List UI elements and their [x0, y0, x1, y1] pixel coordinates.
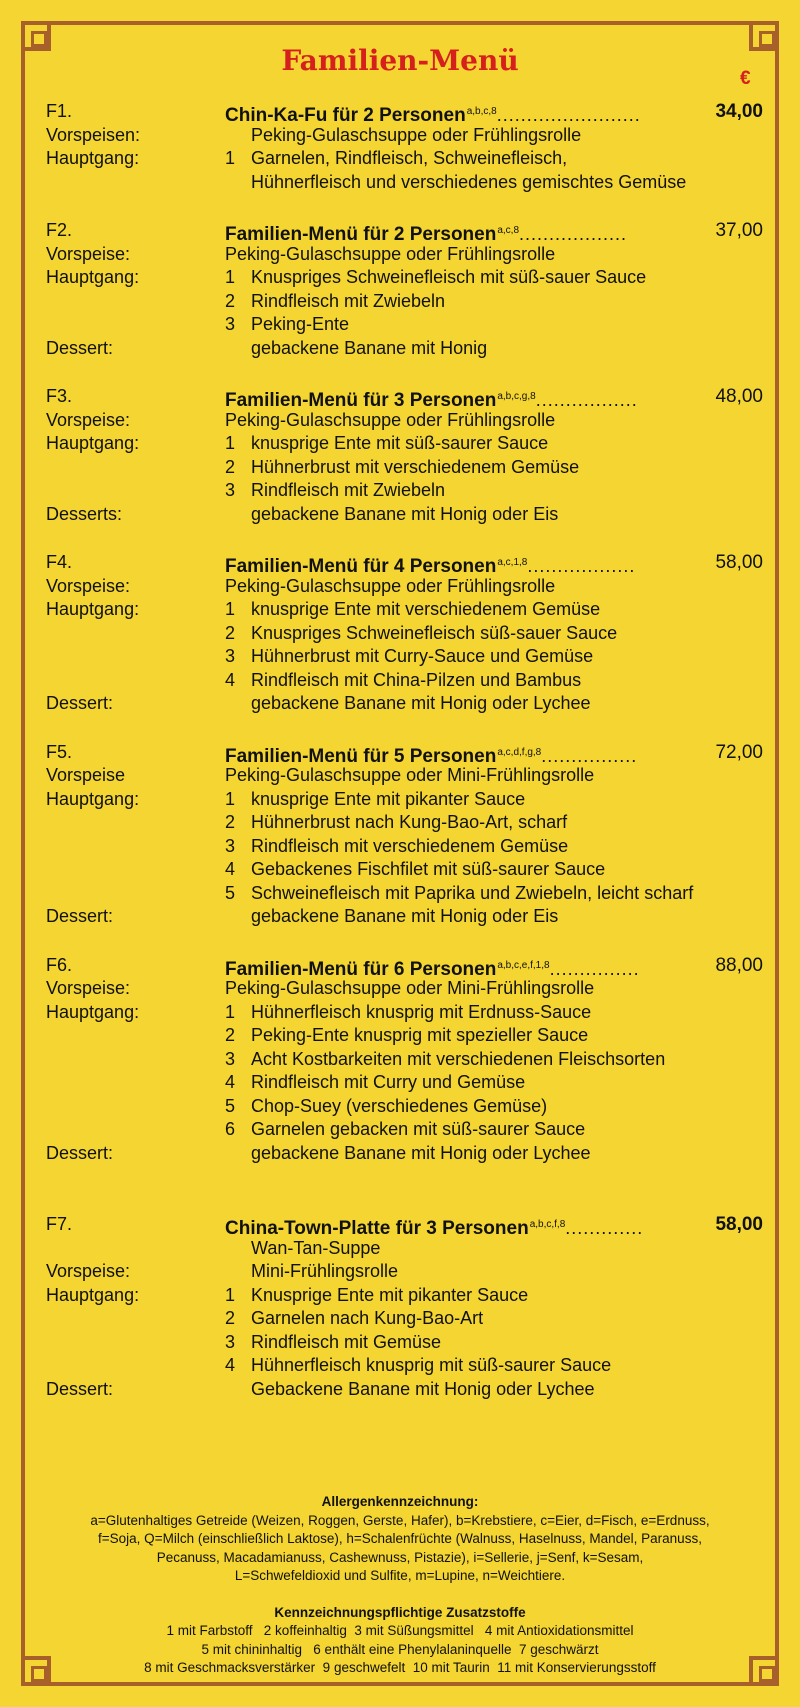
dish-line [225, 1378, 800, 1402]
course-label: Desserts: [46, 503, 123, 524]
course-label: Dessert: [46, 1378, 114, 1399]
dish-number: 4 [225, 1072, 236, 1092]
course-label [0, 882, 225, 906]
menu-code: F6. [46, 954, 73, 975]
dish-number: 1 [225, 1284, 236, 1305]
menu-line [0, 1048, 800, 1072]
course-label: Vorspeisen: [46, 124, 141, 145]
dish-line [225, 456, 800, 480]
course-label: Vorspeise: [46, 1261, 131, 1281]
allergen-heading: Allergenkennzeichnung: [321, 1494, 479, 1509]
dish-line [225, 432, 800, 456]
menu-name: China-Town-Platte für 3 Personen [225, 1218, 529, 1239]
course-label [0, 811, 225, 835]
menu-line [0, 1237, 800, 1261]
footer-notes [0, 1493, 800, 1678]
dish-text: knusprige Ente mit pikanter Sauce [251, 788, 526, 809]
dish-number: 1 [225, 433, 236, 453]
leader-dots: ............. [565, 1218, 644, 1238]
leader-dots: ................. [535, 390, 638, 410]
spacer [0, 1586, 800, 1604]
leader-dots: ............... [549, 958, 640, 979]
dish-number: 5 [225, 882, 236, 903]
course-label [0, 171, 225, 195]
additives-line: 1 mit Farbstoff 2 koffeinhaltig 3 mit Süßungsmittel 4 mit Antioxidationsmittel [166, 1623, 634, 1638]
dish-number: 1 [225, 599, 236, 619]
dish-text: Rindfleisch mit verschiedenem Gemüse [251, 835, 569, 856]
dish-text: Garnelen gebacken mit süß-saurer Sauce [251, 1119, 586, 1139]
dish-line [225, 124, 800, 148]
course-label [0, 1331, 225, 1355]
dish-number: 4 [225, 669, 236, 690]
dish-line [225, 598, 800, 622]
dish-line [225, 1095, 800, 1119]
course-label [0, 645, 225, 669]
dish-line [225, 811, 800, 835]
menu-line [0, 171, 800, 195]
menu-line [0, 1378, 800, 1402]
menu-block [0, 219, 800, 360]
menu-line [0, 811, 800, 835]
dish-text: Wan-Tan-Suppe [251, 1237, 381, 1258]
dish-line [225, 479, 800, 503]
menu-line [0, 1260, 800, 1284]
menu-line [0, 503, 800, 527]
dish-line [225, 1284, 800, 1308]
dish-number: 1 [225, 148, 236, 168]
menu-price: 34,00 [715, 101, 763, 122]
menu-price: 48,00 [715, 386, 763, 407]
dish-number: 3 [225, 314, 236, 334]
menu-block [0, 741, 800, 929]
menu-line [0, 1307, 800, 1331]
course-label [0, 1024, 225, 1048]
menu-block [0, 100, 800, 194]
menu-code: F5. [46, 741, 73, 762]
dish-number: 1 [225, 1001, 236, 1022]
course-label [0, 835, 225, 859]
allergen-line: Pecanuss, Macadamianuss, Cashewnuss, Pistazie), i=Sellerie, j=Senf, k=Sesam, [156, 1549, 644, 1565]
menu-line [0, 764, 800, 788]
menu-header [0, 100, 800, 124]
dish-text: Hühnerfleisch knusprig mit süß-saurer Sauce [251, 1355, 612, 1375]
course-label: Dessert: [46, 1142, 114, 1163]
menu-header [0, 385, 800, 409]
menu-name: Familien-Menü für 5 Personen [225, 745, 497, 767]
menu-header [0, 551, 800, 575]
dish-line [225, 337, 800, 361]
menu-title-line [225, 385, 800, 409]
dish-text: Gebackenes Fischfilet mit süß-saurer Sauce [251, 859, 606, 879]
allergen-codes: a,c,1,8 [497, 557, 528, 568]
dish-text: gebackene Banane mit Honig [251, 337, 488, 358]
course-label [0, 1048, 225, 1072]
dish-text: Peking-Ente [251, 314, 350, 334]
menu-code: F4. [46, 552, 73, 572]
menu-line [0, 669, 800, 693]
dish-line [225, 1331, 800, 1355]
dish-text: Peking-Gulaschsuppe oder Frühlingsrolle [251, 124, 582, 145]
dish-number: 4 [225, 859, 236, 879]
dish-line [225, 171, 800, 195]
menu-line [0, 409, 800, 433]
menu-line [0, 266, 800, 290]
menu-title-line [225, 551, 800, 575]
dish-text: Peking-Gulaschsuppe oder Mini-Frühlingsrolle [225, 978, 595, 998]
course-label [0, 290, 225, 314]
menu-price: 58,00 [715, 552, 763, 573]
menu-title-line [225, 100, 800, 124]
allergen-codes: a,b,c,8 [466, 106, 497, 117]
menu-line [0, 788, 800, 812]
dish-text: Garnelen, Rindfleisch, Schweinefleisch, [251, 148, 568, 168]
dish-number: 2 [225, 456, 236, 477]
dish-line [225, 503, 800, 527]
menu-header [0, 954, 800, 978]
menu-line [0, 1284, 800, 1308]
dish-number: 2 [225, 622, 236, 643]
course-label [0, 622, 225, 646]
menu-header [0, 741, 800, 765]
course-label: Vorspeise: [46, 978, 131, 998]
allergen-codes: a,c,d,f,g,8 [497, 746, 542, 758]
menu-line [0, 1095, 800, 1119]
menu-line [0, 835, 800, 859]
menu-name: Chin-Ka-Fu für 2 Personen [225, 105, 466, 126]
menu-line [0, 1354, 800, 1378]
menu-line [0, 290, 800, 314]
menu-block [0, 954, 800, 1166]
menu-name: Familien-Menü für 6 Personen [225, 958, 497, 980]
course-label [0, 858, 225, 882]
dish-line [225, 1001, 800, 1025]
dish-text: knusprige Ente mit süß-saurer Sauce [251, 433, 549, 453]
menu-line [0, 456, 800, 480]
dish-text: Knusprige Ente mit pikanter Sauce [251, 1284, 529, 1305]
course-label [0, 1071, 225, 1095]
dish-text: Peking-Gulaschsuppe oder Frühlingsrolle [225, 409, 556, 430]
menu-line [0, 1071, 800, 1095]
menu-line [0, 598, 800, 622]
dish-line [225, 290, 800, 314]
menu-title-line [225, 1213, 800, 1237]
dish-text: Schweinefleisch mit Paprika und Zwiebeln, leicht scharf [251, 882, 694, 903]
dish-number: 2 [225, 1025, 236, 1045]
menu-name: Familien-Menü für 3 Personen [225, 390, 497, 411]
leader-dots: .................. [527, 556, 636, 576]
dish-line [225, 1307, 800, 1331]
dish-line [225, 1237, 800, 1261]
dish-text: gebackene Banane mit Honig oder Eis [251, 503, 559, 524]
dish-text: Peking-Gulaschsuppe oder Frühlingsrolle [225, 575, 556, 596]
course-label [0, 313, 225, 337]
dish-text: Hühnerfleisch und verschiedenes gemischtes Gemüse [251, 171, 687, 192]
course-label: Dessert: [46, 693, 114, 713]
dish-number: 2 [225, 812, 236, 832]
dish-line [225, 1024, 800, 1048]
dish-text: gebackene Banane mit Honig oder Eis [251, 906, 559, 926]
dish-line [225, 669, 800, 693]
course-label: Vorspeise [46, 765, 126, 785]
dish-line [225, 788, 800, 812]
menu-header [0, 1213, 800, 1237]
course-label: Hauptgang: [46, 788, 140, 809]
menu-line [0, 432, 800, 456]
dish-line [225, 764, 800, 788]
menu-list [0, 100, 800, 1426]
menu-line [0, 124, 800, 148]
additives-heading: Kennzeichnungspflichtige Zusatzstoffe [274, 1604, 526, 1620]
dish-text: Peking-Gulaschsuppe oder Frühlingsrolle [225, 243, 556, 264]
course-label: Dessert: [46, 337, 114, 358]
course-label [0, 669, 225, 693]
menu-header [0, 219, 800, 243]
menu-code: F1. [46, 101, 73, 121]
dish-text: Hühnerbrust mit Curry-Sauce und Gemüse [251, 646, 594, 666]
dish-text: Knuspriges Schweinefleisch süß-sauer Sauce [251, 622, 618, 643]
course-label [0, 1354, 225, 1378]
course-label [0, 1095, 225, 1119]
allergen-line: f=Soja, Q=Milch (einschließlich Laktose), h=Schalenfrüchte (Walnuss, Haselnuss, Mandel, Paranuss, [98, 1531, 702, 1546]
dish-text: gebackene Banane mit Honig oder Lychee [251, 693, 591, 713]
course-label: Hauptgang: [46, 267, 140, 287]
dish-text: Hühnerbrust nach Kung-Bao-Art, scharf [251, 812, 568, 832]
dish-line [225, 266, 800, 290]
dish-line [225, 409, 800, 433]
course-label [0, 1237, 225, 1261]
leader-dots: ........................ [496, 105, 641, 125]
menu-line [0, 313, 800, 337]
dish-text: gebackene Banane mit Honig oder Lychee [251, 1142, 591, 1163]
menu-title-line [225, 219, 800, 243]
dish-number: 1 [225, 267, 236, 287]
menu-name: Familien-Menü für 4 Personen [225, 556, 497, 577]
dish-number: 3 [225, 835, 236, 856]
dish-line [225, 622, 800, 646]
additives-line: 8 mit Geschmacksverstärker 9 geschwefelt 10 mit Taurin 11 mit Konservierungsstoff [144, 1660, 656, 1675]
leader-dots: ................ [541, 745, 638, 766]
menu-line [0, 905, 800, 929]
dish-line [225, 1071, 800, 1095]
leader-dots: .................. [519, 224, 628, 244]
dish-text: Peking-Ente knusprig mit spezieller Sauce [251, 1025, 589, 1045]
course-label: Hauptgang: [46, 148, 140, 168]
dish-text: Chop-Suey (verschiedenes Gemüse) [251, 1095, 548, 1116]
dish-line [225, 1048, 800, 1072]
dish-number: 3 [225, 480, 236, 500]
dish-text: Garnelen nach Kung-Bao-Art [251, 1308, 484, 1328]
dish-text: Rindfleisch mit China-Pilzen und Bambus [251, 669, 582, 690]
menu-line [0, 575, 800, 599]
menu-line [0, 858, 800, 882]
dish-line [225, 313, 800, 337]
menu-line [0, 977, 800, 1001]
menu-line [0, 1331, 800, 1355]
dish-text: Mini-Frühlingsrolle [251, 1261, 399, 1281]
course-label: Dessert: [46, 906, 114, 926]
menu-block [0, 551, 800, 716]
menu-line [0, 147, 800, 171]
menu-line [0, 479, 800, 503]
dish-text: Rindfleisch mit Zwiebeln [251, 480, 446, 500]
dish-text: Peking-Gulaschsuppe oder Mini-Frühlingsrolle [225, 765, 595, 785]
dish-line [225, 1260, 800, 1284]
dish-text: Acht Kostbarkeiten mit verschiedenen Fleischsorten [251, 1048, 666, 1069]
menu-line [0, 645, 800, 669]
menu-code: F7. [46, 1214, 73, 1234]
menu-name: Familien-Menü für 2 Personen [225, 224, 497, 245]
course-label [0, 1307, 225, 1331]
dish-number: 1 [225, 788, 236, 809]
allergen-codes: a,b,c,e,f,1,8 [497, 959, 550, 971]
dish-text: Rindfleisch mit Zwiebeln [251, 290, 446, 311]
course-label [0, 479, 225, 503]
menu-block [0, 1213, 800, 1401]
menu-line [0, 1118, 800, 1142]
menu-price: 88,00 [715, 954, 763, 976]
course-label [0, 456, 225, 480]
dish-text: Hühnerfleisch knusprig mit Erdnuss-Sauce [251, 1001, 592, 1022]
dish-text: Gebackene Banane mit Honig oder Lychee [251, 1378, 595, 1399]
course-label: Hauptgang: [46, 1284, 140, 1305]
dish-text: Knuspriges Schweinefleisch mit süß-sauer Sauce [251, 267, 647, 287]
currency-symbol: € [740, 68, 751, 89]
allergen-codes: a,b,c,f,8 [529, 1219, 566, 1230]
course-label: Vorspeise: [46, 243, 131, 264]
dish-line [225, 243, 800, 267]
menu-line [0, 243, 800, 267]
dish-text: knusprige Ente mit verschiedenem Gemüse [251, 599, 601, 619]
dish-line [225, 147, 800, 171]
dish-line [225, 858, 800, 882]
course-label: Hauptgang: [46, 599, 140, 619]
menu-title-line [225, 954, 800, 978]
course-label [0, 1118, 225, 1142]
dish-line [225, 882, 800, 906]
dish-line [225, 977, 800, 1001]
menu-price: 37,00 [715, 220, 763, 241]
menu-line [0, 692, 800, 716]
menu-code: F2. [46, 220, 73, 240]
dish-line [225, 905, 800, 929]
menu-code: F3. [46, 386, 73, 406]
dish-line [225, 835, 800, 859]
course-label: Hauptgang: [46, 433, 140, 453]
dish-number: 2 [225, 290, 236, 311]
dish-number: 3 [225, 1048, 236, 1069]
dish-number: 5 [225, 1095, 236, 1116]
page-title: Familien-Menü [281, 44, 519, 77]
menu-line [0, 882, 800, 906]
menu-block [0, 385, 800, 526]
menu-line [0, 337, 800, 361]
dish-line [225, 1118, 800, 1142]
course-label: Vorspeise: [46, 409, 131, 430]
menu-price: 58,00 [715, 1214, 763, 1235]
dish-text: Rindfleisch mit Gemüse [251, 1331, 442, 1352]
menu-line [0, 1142, 800, 1166]
allergen-codes: a,b,c,g,8 [497, 391, 536, 402]
course-label: Vorspeise: [46, 575, 131, 596]
menu-price: 72,00 [715, 741, 763, 763]
dish-text: Rindfleisch mit Curry und Gemüse [251, 1072, 526, 1092]
dish-line [225, 645, 800, 669]
dish-text: Hühnerbrust mit verschiedenem Gemüse [251, 456, 580, 477]
dish-number: 6 [225, 1119, 236, 1139]
menu-title-line [225, 741, 800, 765]
dish-line [225, 692, 800, 716]
course-label: Hauptgang: [46, 1001, 140, 1022]
dish-line [225, 1354, 800, 1378]
dish-number: 2 [225, 1308, 236, 1328]
dish-number: 3 [225, 646, 236, 666]
dish-line [225, 1142, 800, 1166]
menu-line [0, 1001, 800, 1025]
allergen-codes: a,c,8 [497, 225, 520, 236]
dish-number: 4 [225, 1355, 236, 1375]
dish-line [225, 575, 800, 599]
allergen-line: L=Schwefeldioxid und Sulfite, m=Lupine, n=Weichtiere. [234, 1568, 566, 1583]
allergen-line: a=Glutenhaltiges Getreide (Weizen, Roggen, Gerste, Hafer), b=Krebstiere, c=Eier, d=Fisch, e=Erdnuss, [90, 1512, 710, 1528]
menu-line [0, 1024, 800, 1048]
menu-line [0, 622, 800, 646]
additives-line: 5 mit chininhaltig 6 enthält eine Phenylalaninquelle 7 geschwärzt [201, 1641, 599, 1657]
dish-number: 3 [225, 1331, 236, 1352]
